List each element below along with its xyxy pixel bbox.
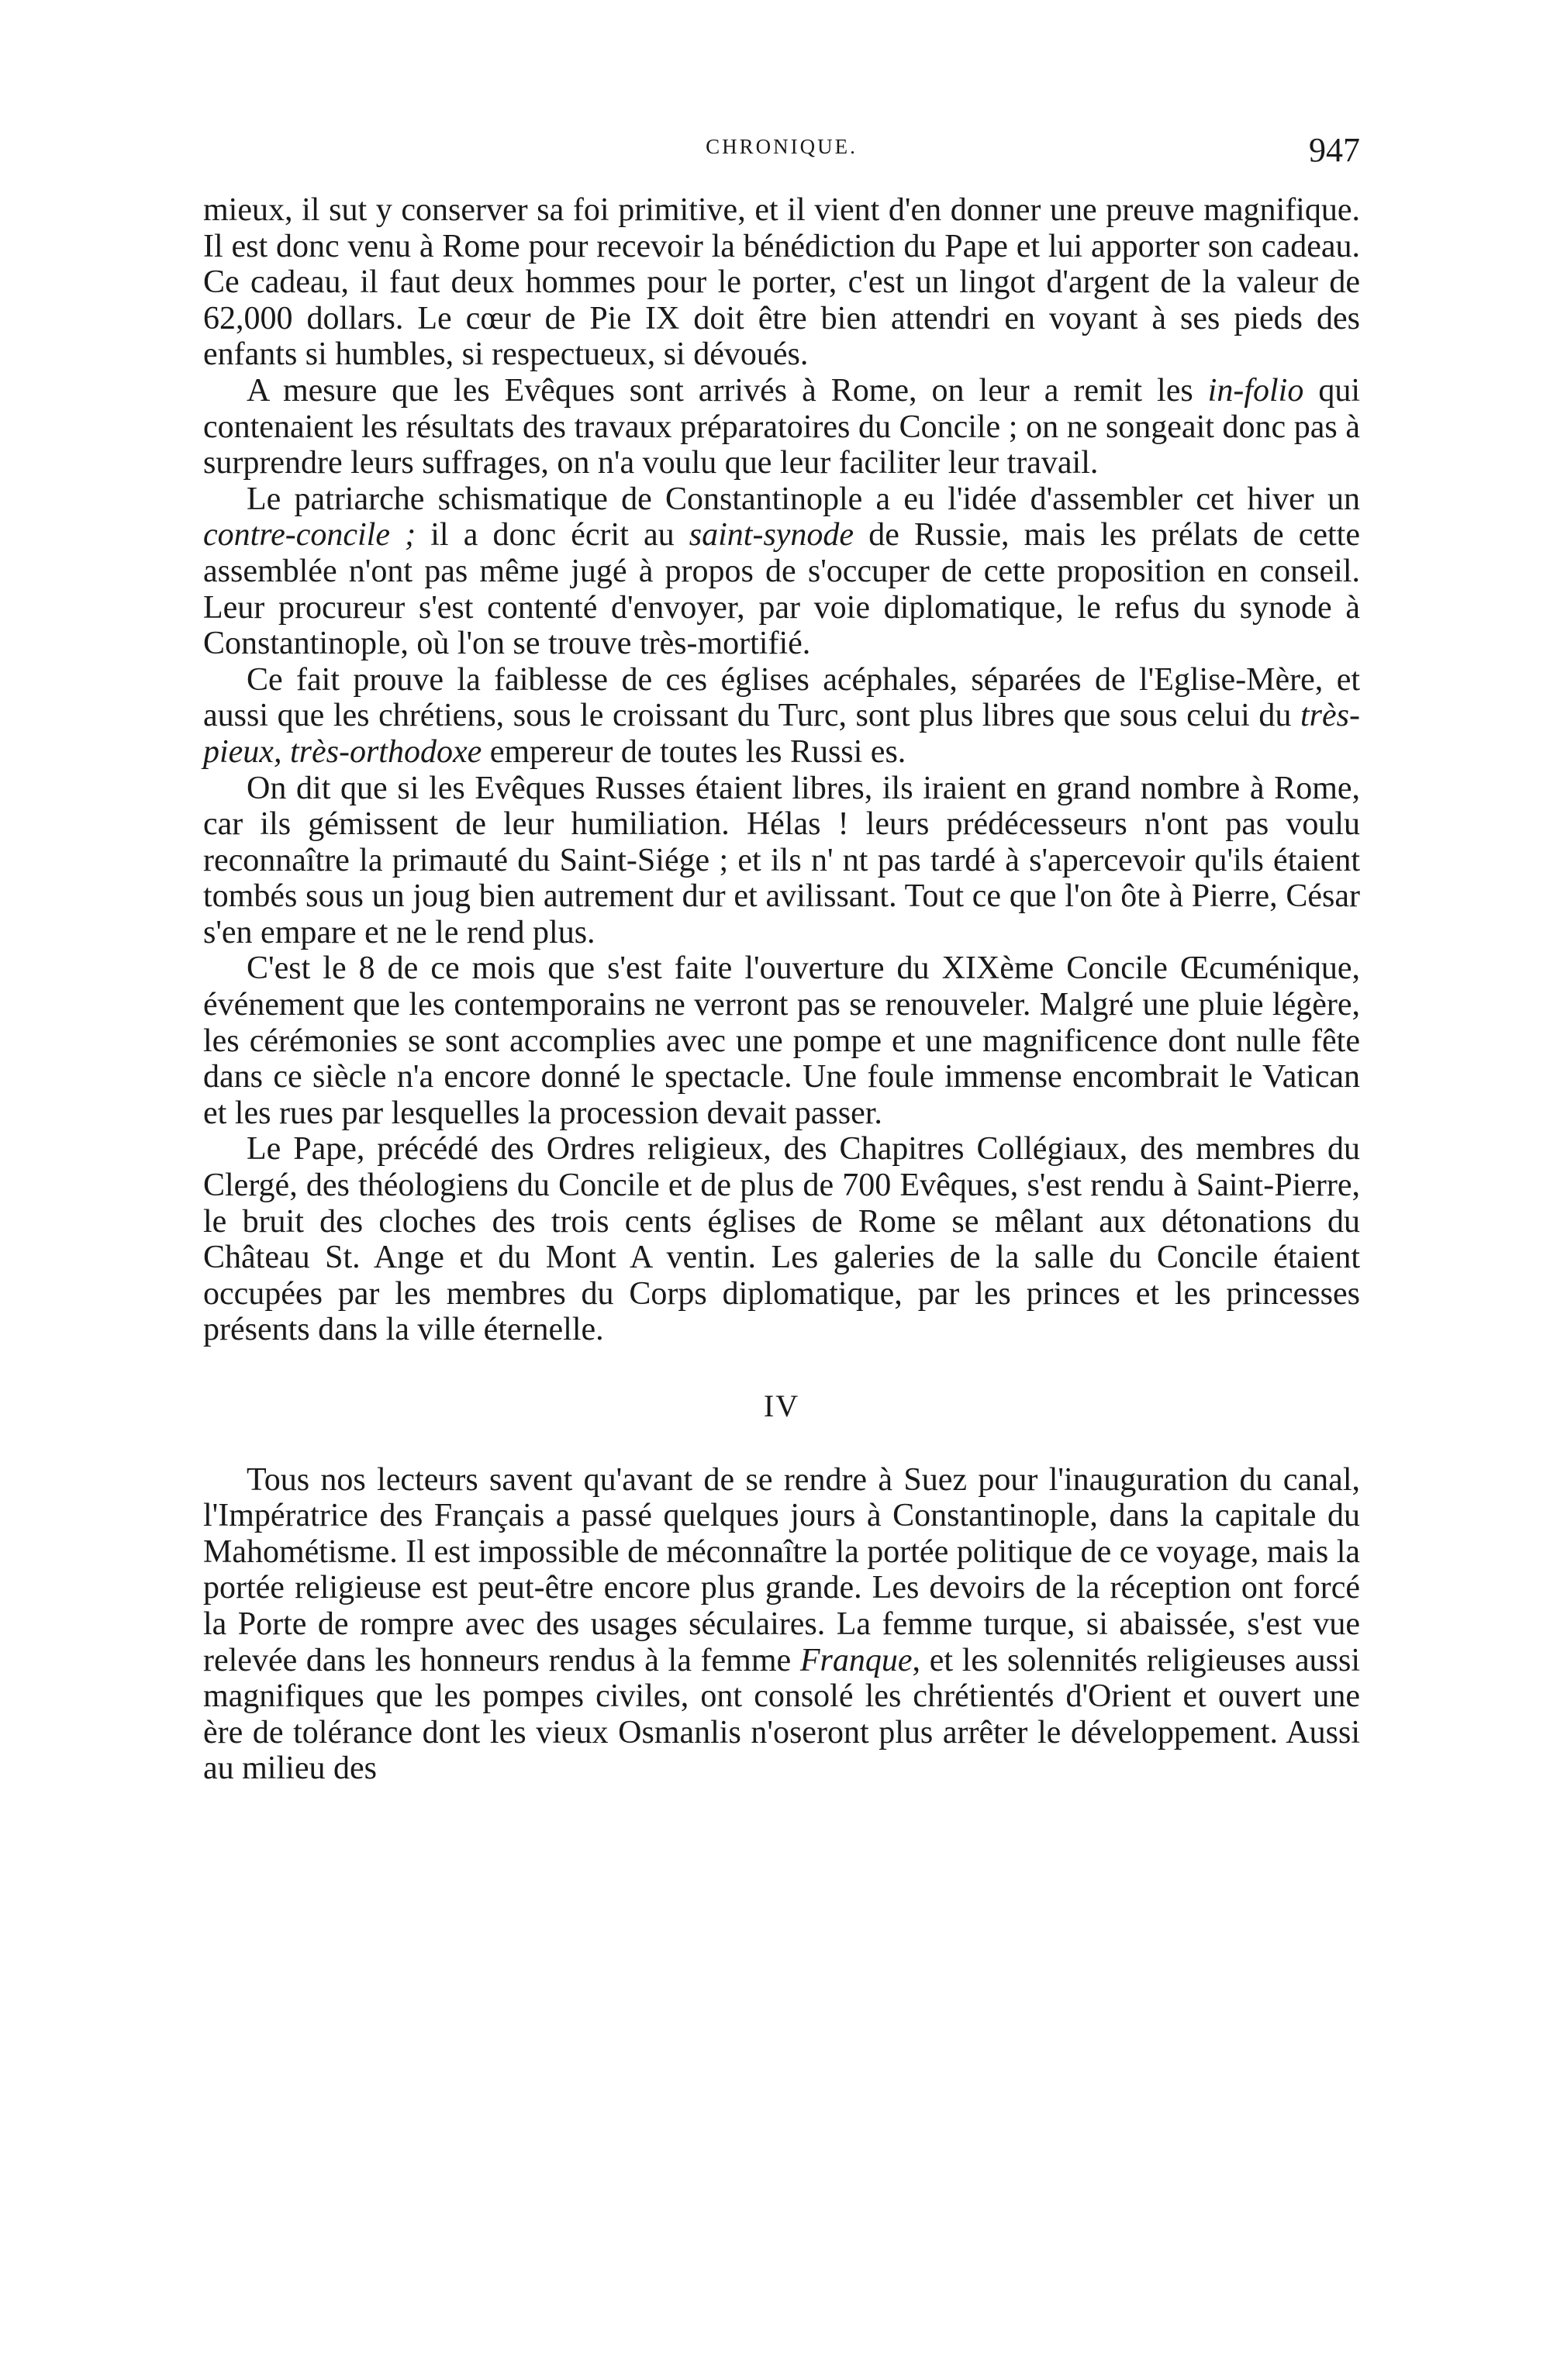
paragraph: Tous nos lecteurs savent qu'avant de se rendre à Suez pour l'inauguration du canal, l'Impératrice des Français a passé quelques jours à Constantinople, dans la capitale du Mahométisme. Il est impossible de méconnaître la portée politique de ce voyage, mais la portée religieuse est peut-être encore plus grande. Les devoirs de la réception ont forcé la Porte de rompre avec des usages séculaires. La femme turque, si abaissée, s'est vue relevée dans les honneurs rendus à la femme Franque, et les solennités religieuses aussi magnifiques que les pompes civiles, ont consolé les chrétientés d'Orient et ouvert une ère de tolérance dont les vieux Osmanlis n'oseront plus arrêter le développement. Aussi au milieu des: [203, 1461, 1360, 1787]
paragraph: A mesure que les Evêques sont arrivés à Rome, on leur a remit les in-folio qui contenaient les résultats des travaux préparatoires du Concile ; on ne songeait donc pas à surprendre leurs suffrages, on n'a voulu que leur faciliter leur travail.: [203, 372, 1360, 481]
paragraph: Le patriarche schismatique de Constantinople a eu l'idée d'assembler cet hiver un contre-concile ; il a donc écrit au saint-synode de Russie, mais les prélats de cette assemblée n'ont pas même jugé à propos de s'occuper de cette proposition en conseil. Leur procureur s'est contenté d'envoyer, par voie diplomatique, le refus du synode à Constantinople, où l'on se trouve très-mortifié.: [203, 481, 1360, 662]
paragraph: Ce fait prouve la faiblesse de ces églises acéphales, séparées de l'Eglise-Mère, et aussi que les chrétiens, sous le croissant du Turc, sont plus libres que sous celui du très-pieux, très-orthodoxe empereur de toutes les Russi es.: [203, 661, 1360, 770]
section-heading: IV: [763, 1388, 800, 1423]
running-title: CHRONIQUE.: [706, 135, 858, 158]
paragraph: mieux, il sut y conserver sa foi primitive, et il vient d'en donner une preuve magnifique. Il est donc venu à Rome pour recevoir la bénédiction du Pape et lui apporter son cadeau. Ce cadeau, il faut deux hommes pour le porter, c'est un lingot d'argent de la valeur de 62,000 dollars. Le cœur de Pie IX doit être bien attendri en voyant à ses pieds des enfants si humbles, si respectueux, si dévoués.: [203, 192, 1360, 373]
italic-term: saint-synode: [689, 517, 854, 554]
paragraph: C'est le 8 de ce mois que s'est faite l'ouverture du XIXème Concile Œcuménique, événement que les contemporains ne verront pas se renouveler. Malgré une pluie légère, les cérémonies se sont accomplies avec une pompe et une magnificence dont nulle fête dans ce siècle n'a encore donné le spectacle. Une foule immense encombrait le Vatican et les rues par lesquelles la procession devait passer.: [203, 950, 1360, 1131]
italic-term: contre-concile ;: [203, 517, 416, 554]
paragraph: On dit que si les Evêques Russes étaient libres, ils iraient en grand nombre à Rome, car ils gémissent de leur humiliation. Hélas ! leurs prédécesseurs n'ont pas voulu reconnaître la primauté du Saint-Siége ; et ils n' nt pas tardé à s'apercevoir qu'ils étaient tombés sous un joug bien autrement dur et avilissant. Tout ce que l'on ôte à Pierre, César s'en empare et ne le rend plus.: [203, 770, 1360, 950]
body-text: [203, 192, 1360, 1787]
italic-term: très-pieux, très-orthodoxe: [203, 698, 1360, 770]
running-head: [203, 130, 1360, 177]
paragraph: Le Pape, précédé des Ordres religieux, des Chapitres Collégiaux, des membres du Clergé, des théologiens du Concile et de plus de 700 Evêques, s'est rendu à Saint-Pierre, le bruit des cloches des trois cents églises de Rome se mêlant aux détonations du Château St. Ange et du Mont A ventin. Les galeries de la salle du Concile étaient occupées par les membres du Corps diplomatique, par les princes et les princesses présents dans la ville éternelle.: [203, 1131, 1360, 1348]
italic-term: in-folio: [1207, 372, 1304, 409]
italic-term: Franque: [799, 1642, 913, 1678]
page-number: 947: [1309, 131, 1360, 169]
